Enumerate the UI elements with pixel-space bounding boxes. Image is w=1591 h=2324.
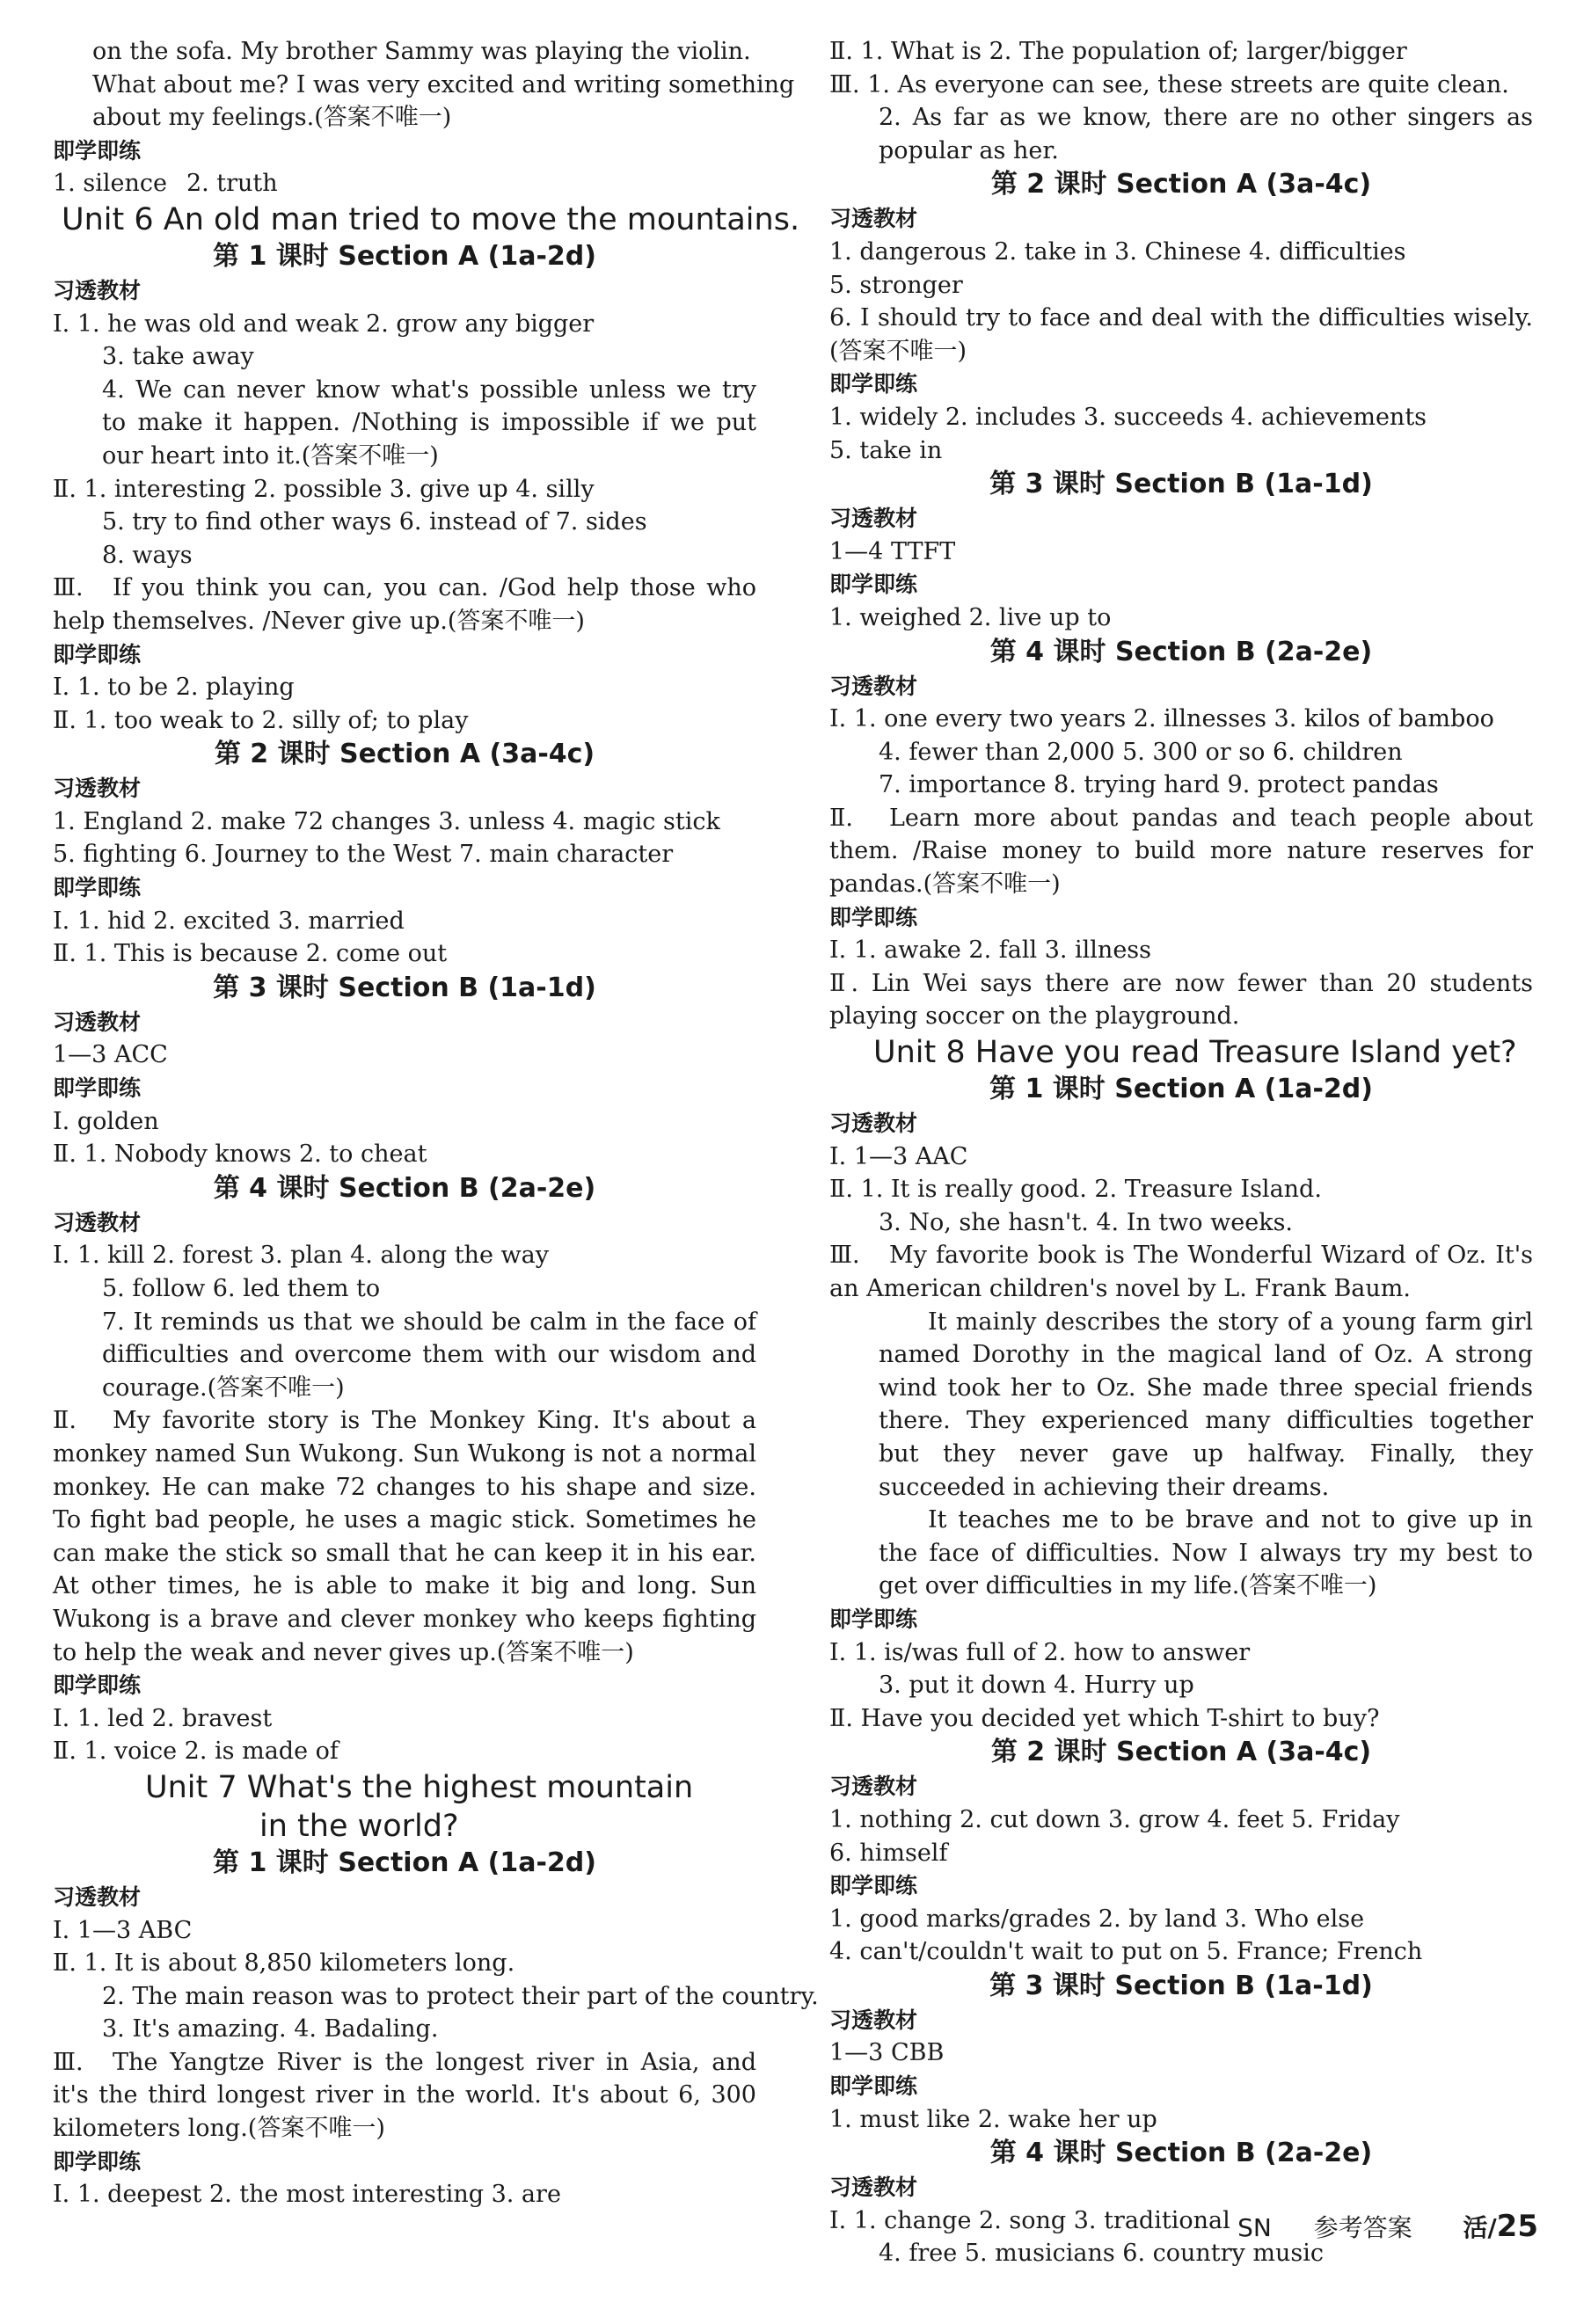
section-heading: 习透教材 xyxy=(829,1111,918,1137)
answer-line: Ⅰ. 1. hid 2. excited 3. married xyxy=(53,907,405,935)
answer-line: Ⅰ. 1. is/was full of 2. how to answer xyxy=(829,1638,1251,1666)
question-label: Ⅱ. xyxy=(53,1407,77,1435)
answer-line: 1. weighed 2. live up to xyxy=(829,603,1112,631)
answer-line: Ⅱ. 1. voice 2. is made of xyxy=(53,1738,339,1766)
page-footer xyxy=(1237,2209,1538,2244)
section-heading: 习透教材 xyxy=(829,206,918,232)
answer-paragraph xyxy=(53,1404,756,1669)
text-line: What about me? I was very excited and writing something xyxy=(92,70,795,98)
answer-line: Ⅰ. 1. change 2. song 3. traditional xyxy=(829,2206,1230,2234)
section-heading: 习透教材 xyxy=(829,506,918,532)
answer-paragraph: It teaches me to be brave and not to give up in the face of difficulties. Now I always try my best to get over difficulties in my life.(答案不唯一) xyxy=(879,1506,1533,1600)
answer-line: 3. It's amazing. 4. Badaling. xyxy=(102,2015,439,2044)
section-heading: 即学即练 xyxy=(829,371,918,397)
answer-line: 3. put it down 4. Hurry up xyxy=(879,1672,1194,1700)
answer-line: Ⅰ. golden xyxy=(53,1107,159,1135)
section-heading: 即学即练 xyxy=(829,904,918,930)
answer: Learn more about pandas and teach people about them. /Raise money to build more nature reserves for pandas.(答案不唯一) xyxy=(829,804,1533,899)
section-heading: 即学即练 xyxy=(53,875,142,901)
answer-line: 5. take in xyxy=(829,436,943,464)
lesson-title: 第 4 课时 Section B (2a-2e) xyxy=(989,636,1373,667)
answer-paragraph: Ⅱ. Lin Wei says there are now fewer than 20 students playing soccer on the playground. xyxy=(829,969,1533,1031)
lesson-title: 第 1 课时 Section A (1a-2d) xyxy=(989,1074,1373,1105)
answer-line: 1. good marks/grades 2. by land 3. Who else xyxy=(829,1905,1365,1933)
unit-title: in the world? xyxy=(259,1808,459,1844)
question-label: Ⅲ. xyxy=(829,1242,860,1270)
answer-line: Ⅰ. 1. one every two years 2. illnesses 3. kilos of bamboo xyxy=(829,705,1494,733)
answer-line: Ⅰ. 1. he was old and weak 2. grow any bigger xyxy=(53,310,595,338)
lesson-title: 第 2 课时 Section A (3a-4c) xyxy=(214,739,595,770)
answer-line: 3. No, she hasn't. 4. In two weeks. xyxy=(879,1208,1294,1236)
answer-line: 1—4 TTFT xyxy=(829,537,956,565)
answer-line: Ⅰ. 1. deepest 2. the most interesting 3. are xyxy=(53,2181,561,2209)
answer-line: Ⅰ. 1—3 ABC xyxy=(53,1916,193,1944)
answer-paragraph: 7. It reminds us that we should be calm in the face of difficulties and overcome them with our wisdom and courage.(答案不唯一) xyxy=(102,1308,756,1402)
answer-line: 1. widely 2. includes 3. succeeds 4. achievements xyxy=(829,403,1427,431)
question-label: Ⅱ. xyxy=(829,804,853,832)
section-heading: 习透教材 xyxy=(53,1209,142,1235)
answer: My favorite story is The Monkey King. It's about a monkey named Sun Wukong. Sun Wukong is not a normal monkey. He can make 72 changes to his shape and size. To fight bad people, he uses a magic stick. Sometimes he can make the stick so small that he can keep it in his ear. At other times, he is able to make it big and long. Sun Wukong is a brave and clever monkey who keeps fighting to help the weak and never gives up.(答案不唯一) xyxy=(53,1407,756,1666)
answer-line: Ⅰ. 1. awake 2. fall 3. illness xyxy=(829,936,1152,965)
answer-line: Ⅰ. 1. to be 2. playing xyxy=(53,674,295,702)
answer-paragraph: 4. We can never know what's possible unless we try to make it happen. /Nothing is impossible if we put our heart into it.(答案不唯一) xyxy=(102,375,756,470)
question-label: Ⅲ. xyxy=(53,574,84,602)
answer-line: 5. follow 6. led them to xyxy=(102,1275,381,1302)
lesson-title: 第 4 课时 Section B (2a-2e) xyxy=(989,2138,1373,2169)
answer-line: Ⅱ. 1. This is because 2. come out xyxy=(53,940,448,968)
answer-paragraph: 6. I should try to face and deal with the difficulties wisely.(答案不唯一) xyxy=(829,304,1533,365)
answer-line: Ⅱ. 1. What is 2. The population of; larger/bigger xyxy=(829,38,1407,65)
answer-line: Ⅱ. 1. It is really good. 2. Treasure Island. xyxy=(829,1176,1322,1204)
lesson-title: 第 1 课时 Section A (1a-2d) xyxy=(213,1847,596,1878)
answer-line: 1—3 CBB xyxy=(829,2039,945,2067)
answer-line: 2. The main reason was to protect their part of the country. xyxy=(102,1982,819,2010)
answer-line: 1. must like 2. wake her up xyxy=(829,2105,1157,2133)
section-heading: 即学即练 xyxy=(53,1672,142,1699)
lesson-title: 第 1 课时 Section A (1a-2d) xyxy=(213,240,596,272)
section-heading: 即学即练 xyxy=(829,1873,918,1899)
answer-line: 5. fighting 6. Journey to the West 7. main character xyxy=(53,841,674,869)
section-heading: 习透教材 xyxy=(53,776,142,802)
left-column xyxy=(53,35,819,2211)
answer-line: Ⅱ. 1. too weak to 2. silly of; to play xyxy=(53,706,469,734)
question-label: Ⅲ. xyxy=(53,2048,84,2076)
right-column xyxy=(829,35,1533,2270)
answer: 1. silence xyxy=(53,170,167,198)
answer-paragraph: It mainly describes the story of a young farm girl named Dorothy in the magical land of Oz. A strong wind took her to Oz. She made three special friends there. They experienced many difficulties together but they never gave up halfway. Finally, they succeeded in achieving their dreams. xyxy=(879,1308,1533,1501)
answer-line: 5. stronger xyxy=(829,271,963,299)
text-line: on the sofa. My brother Sammy was playing the violin. xyxy=(92,38,751,65)
answer-line: 3. take away xyxy=(102,343,254,371)
answer-line: Ⅱ. 1. interesting 2. possible 3. give up 4. silly xyxy=(53,475,595,503)
section-heading: 习透教材 xyxy=(829,2007,918,2033)
answer-paragraph xyxy=(53,2046,756,2146)
answer-line xyxy=(53,167,756,200)
answer-line: 5. try to find other ways 6. instead of 7. sides xyxy=(102,508,647,536)
answer-line: 1. England 2. make 72 changes 3. unless 4. magic stick xyxy=(53,807,720,835)
answer-line: 6. himself xyxy=(829,1839,948,1867)
section-heading: 习透教材 xyxy=(829,673,918,699)
section-heading: 习透教材 xyxy=(53,1009,142,1035)
section-heading: 即学即练 xyxy=(53,1075,142,1102)
answer: 2. truth xyxy=(186,170,278,198)
answer-paragraph xyxy=(829,802,1533,901)
lesson-title: 第 3 课时 Section B (1a-1d) xyxy=(989,1970,1373,2001)
answer-line: 1. nothing 2. cut down 3. grow 4. feet 5. Friday xyxy=(829,1805,1400,1833)
answer-line: Ⅰ. 1. led 2. bravest xyxy=(53,1704,273,1732)
unit-title: Unit 6 An old man tried to move the mountains. xyxy=(62,201,800,237)
footer-label: 参考答案 xyxy=(1313,2213,1412,2242)
lesson-title: 第 3 课时 Section B (1a-1d) xyxy=(213,972,596,1003)
section-heading: 即学即练 xyxy=(829,2073,918,2100)
page-number: 25 xyxy=(1496,2209,1538,2244)
answer-line: Ⅱ. Have you decided yet which T-shirt to buy? xyxy=(829,1704,1380,1732)
answer-line: 1. dangerous 2. take in 3. Chinese 4. difficulties xyxy=(829,237,1406,266)
section-heading: 即学即练 xyxy=(53,2148,142,2175)
lesson-title: 第 3 课时 Section B (1a-1d) xyxy=(989,469,1373,500)
answer-line: Ⅰ. 1—3 AAC xyxy=(829,1142,968,1170)
answer-line: 4. fewer than 2,000 5. 300 or so 6. children xyxy=(879,738,1403,766)
answer: If you think you can, you can. /God help those who help themselves. /Never give up.(答案不唯一) xyxy=(53,574,756,635)
answer-paragraph xyxy=(829,1239,1533,1305)
answer-paragraph xyxy=(53,572,756,637)
answer: The Yangtze River is the longest river in Asia, and it's the third longest river in the world. It's about 6, 300 kilometers long.(答案不唯一) xyxy=(53,2048,756,2143)
section-heading: 即学即练 xyxy=(53,641,142,667)
lesson-title: 第 2 课时 Section A (3a-4c) xyxy=(990,169,1372,200)
answer-line: 8. ways xyxy=(102,541,193,569)
answer-line: 1—3 ACC xyxy=(53,1041,168,1069)
lesson-title: 第 4 课时 Section B (2a-2e) xyxy=(213,1172,596,1204)
answer-line: Ⅰ. 1. kill 2. forest 3. plan 4. along the way xyxy=(53,1242,549,1270)
answer-line: 4. free 5. musicians 6. country music xyxy=(879,2240,1324,2268)
section-heading: 习透教材 xyxy=(53,277,142,303)
unit-title: Unit 8 Have you read Treasure Island yet? xyxy=(873,1035,1517,1071)
answer-line: Ⅱ. 1. It is about 8,850 kilometers long. xyxy=(53,1949,515,1978)
lesson-title: 第 2 课时 Section A (3a-4c) xyxy=(990,1737,1372,1768)
brand-mark: 活/ xyxy=(1463,2213,1497,2242)
answer-line: Ⅲ. 1. As everyone can see, these streets are quite clean. xyxy=(829,70,1509,98)
answer-paragraph: 2. As far as we know, there are no other singers as popular as her. xyxy=(879,104,1533,164)
section-heading: 即学即练 xyxy=(829,572,918,598)
answer-line: 7. importance 8. trying hard 9. protect pandas xyxy=(879,771,1439,799)
section-heading: 习透教材 xyxy=(829,2175,918,2201)
answer-line: Ⅱ. 1. Nobody knows 2. to cheat xyxy=(53,1140,427,1169)
section-heading: 习透教材 xyxy=(53,1883,142,1910)
section-heading: 即学即练 xyxy=(829,1606,918,1632)
answer: My favorite book is The Wonderful Wizard of Oz. It's an American children's novel by L. Frank Baum. xyxy=(829,1242,1533,1302)
text-line: about my feelings.(答案不唯一) xyxy=(92,104,452,132)
section-heading: 即学即练 xyxy=(53,137,142,164)
section-heading: 习透教材 xyxy=(829,1774,918,1800)
unit-title: Unit 7 What's the highest mountain xyxy=(145,1769,694,1805)
answer-line: 4. can't/couldn't wait to put on 5. France; French xyxy=(829,1938,1423,1966)
edition-code: SN xyxy=(1237,2213,1272,2242)
